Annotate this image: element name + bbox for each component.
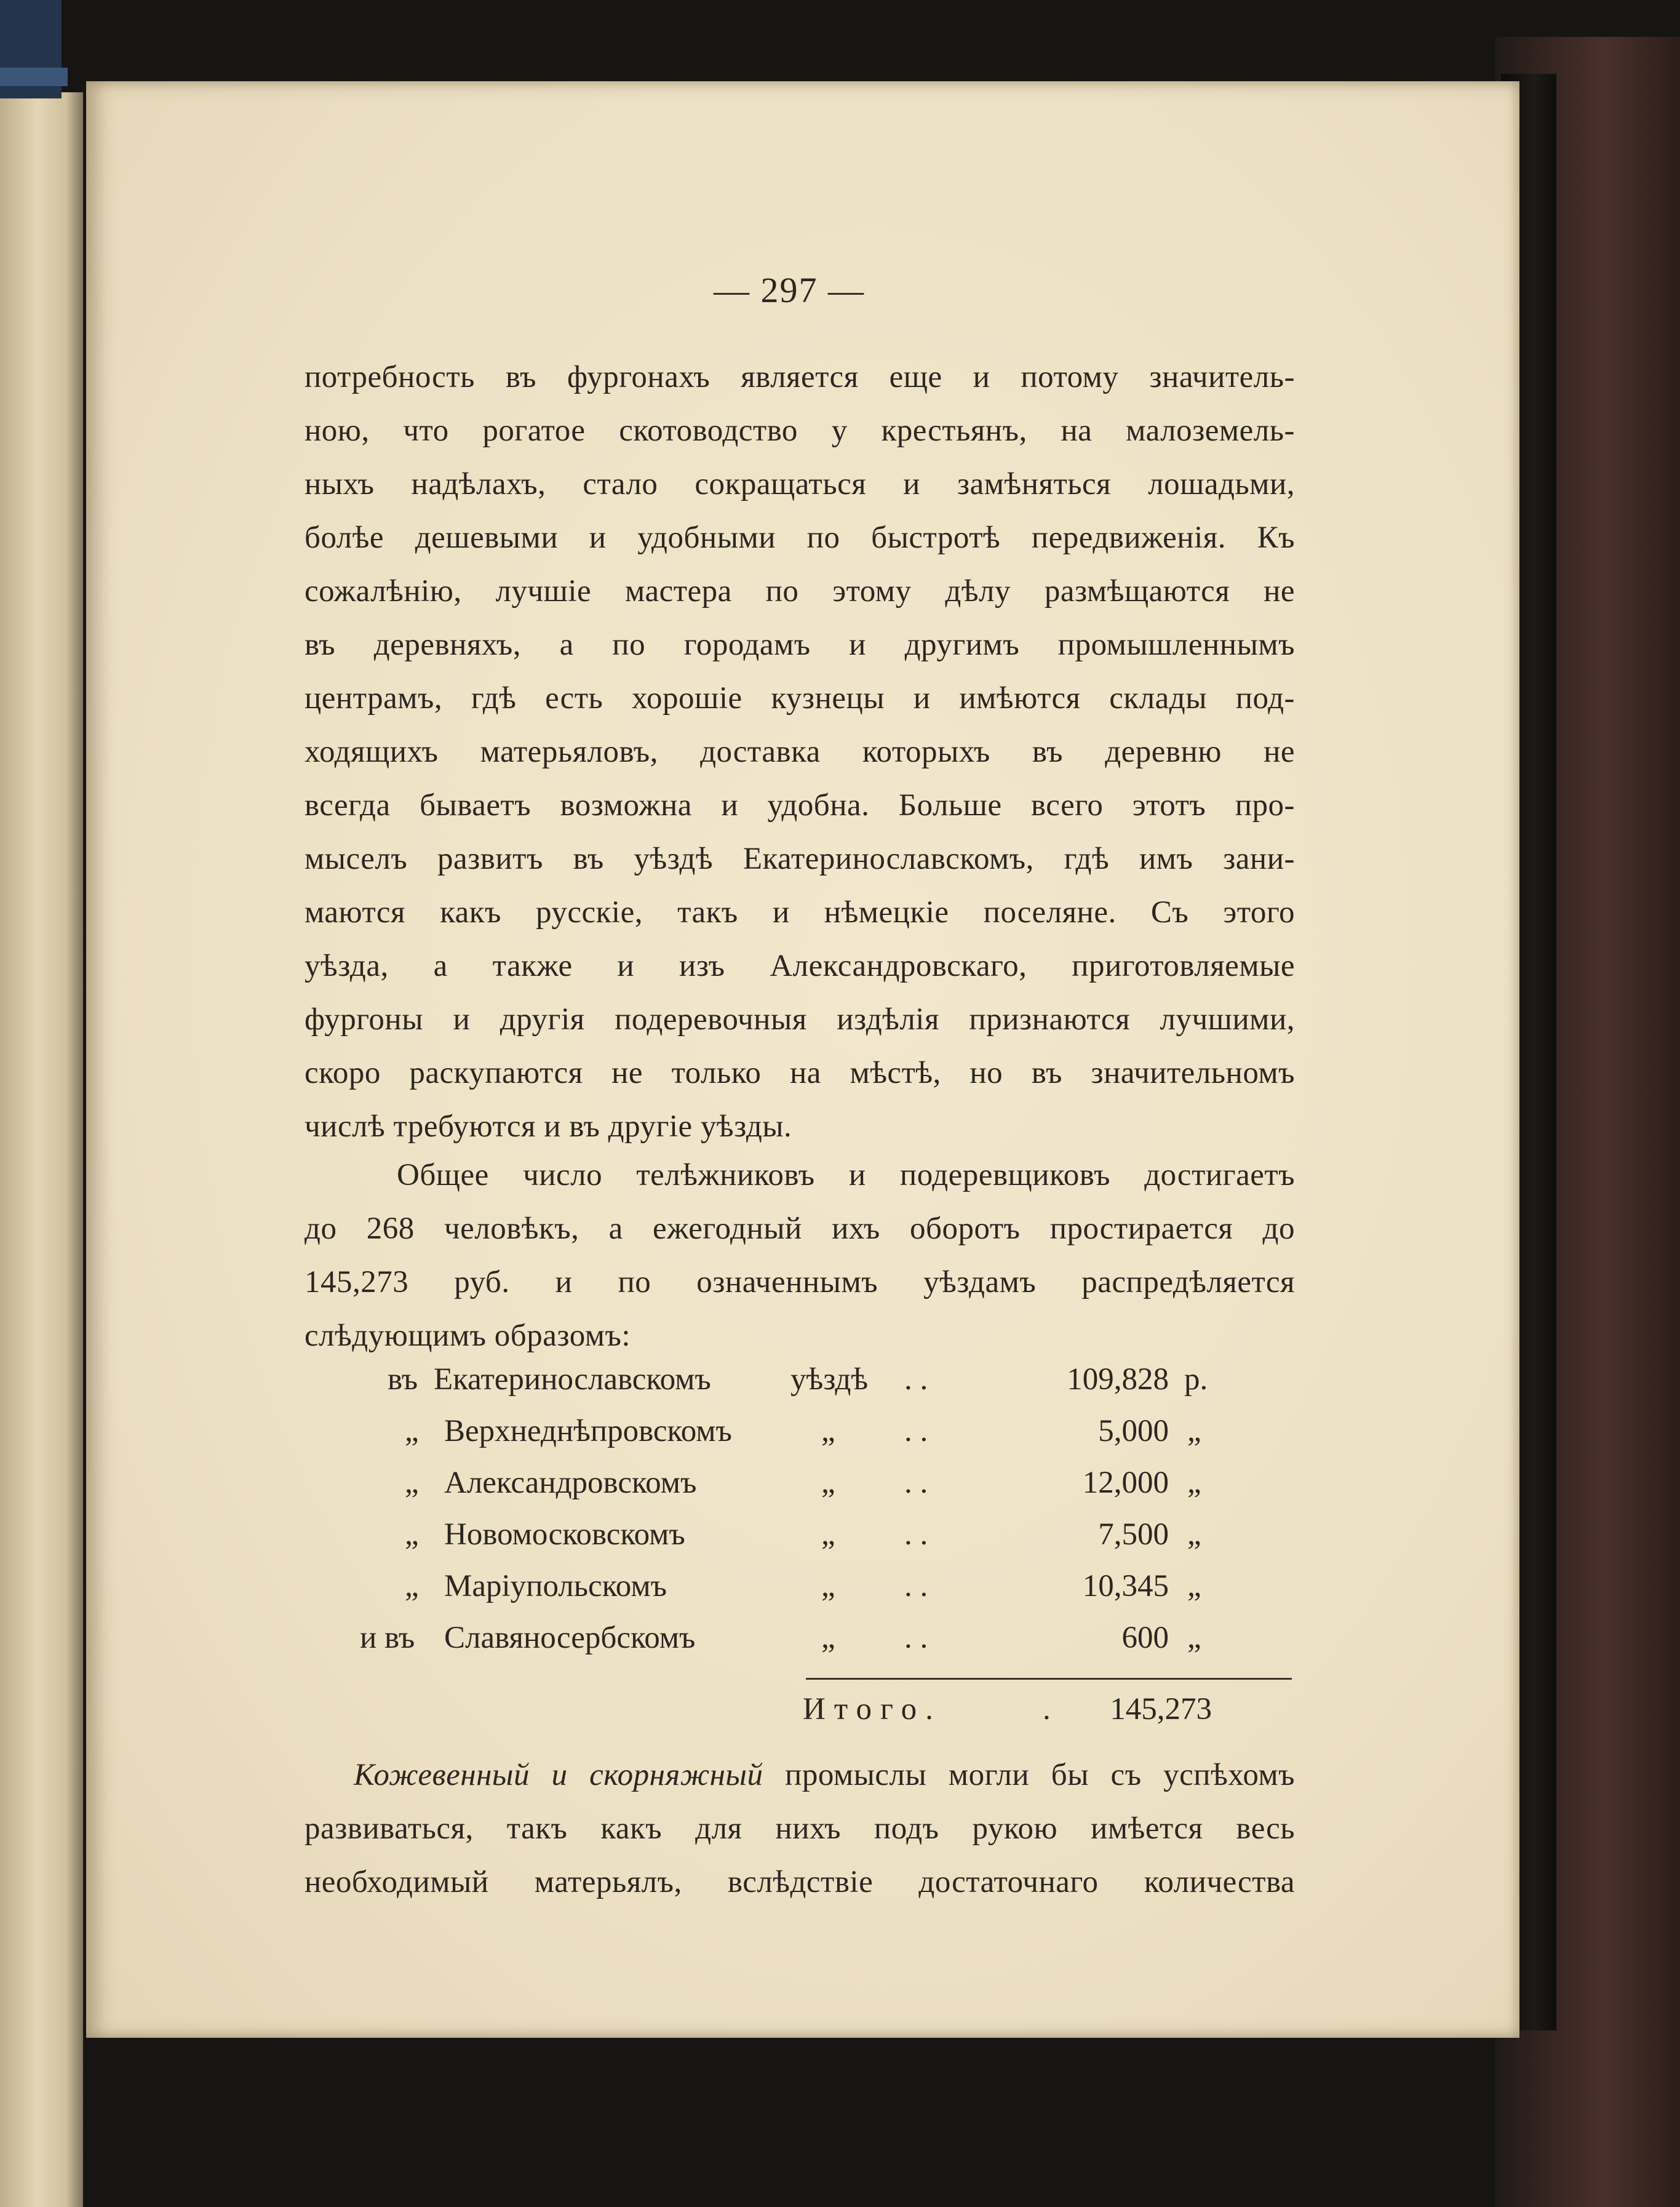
row-dots: . . <box>904 1569 928 1603</box>
total-amount: 145,273 <box>1110 1692 1212 1726</box>
district-name: Новомосковскомъ <box>444 1517 685 1552</box>
text-line: слѣдующимъ образомъ: <box>305 1319 631 1353</box>
text-line: центрамъ, гдѣ есть хорошіе кузнецы и имѣются склады под- <box>305 681 1295 716</box>
sum-rule <box>806 1678 1292 1680</box>
row-dots: . . <box>904 1362 928 1397</box>
text-line: необходимый матерьялъ, вслѣдствіе достаточнаго количества <box>305 1865 1295 1899</box>
row-word: уѣздѣ <box>790 1362 869 1397</box>
text-line: въ деревняхъ, а по городамъ и другимъ промышленнымъ <box>305 628 1295 662</box>
text-line <box>305 1757 1295 1794</box>
text-line: всегда бываетъ возможна и удобна. Больше всего этотъ про- <box>305 788 1295 823</box>
italic-lead: Кожевенный и скорняжный <box>354 1758 763 1792</box>
text-line: потребность въ фургонахъ является еще и потому значитель- <box>305 360 1295 394</box>
line-rest: промыслы могли бы съ успѣхомъ <box>763 1758 1295 1792</box>
total-label: Итого. <box>803 1692 942 1726</box>
row-unit: р. <box>1184 1362 1208 1397</box>
row-prefix: „ <box>405 1569 419 1603</box>
district-name: Александровскомъ <box>444 1466 697 1500</box>
row-amount: 109,828 <box>1067 1362 1169 1397</box>
text-line: Общее число телѣжниковъ и подеревщиковъ достигаетъ <box>397 1158 1295 1192</box>
row-prefix: въ <box>388 1362 418 1397</box>
row-dots: . . <box>904 1517 928 1552</box>
text-line: болѣе дешевыми и удобными по быстротѣ передвиженія. Къ <box>305 521 1295 555</box>
row-word: „ <box>821 1569 835 1603</box>
total-dot: . <box>1043 1692 1051 1726</box>
row-word: „ <box>821 1414 835 1448</box>
row-word: „ <box>821 1466 835 1500</box>
text-line: 145,273 руб. и по означеннымъ уѣздамъ распредѣляется <box>305 1265 1295 1299</box>
text-line: до 268 человѣкъ, а ежегодный ихъ оборотъ простирается до <box>305 1211 1295 1246</box>
row-amount: 5,000 <box>1098 1414 1169 1448</box>
row-prefix: „ <box>405 1414 419 1448</box>
row-dots: . . <box>904 1621 928 1655</box>
row-amount: 600 <box>1121 1621 1169 1655</box>
text-line: скоро раскупаются не только на мѣстѣ, но въ значительномъ <box>305 1056 1295 1090</box>
text-line: ною, что рогатое скотоводство у крестьянъ, на малоземель- <box>305 413 1295 448</box>
row-unit: „ <box>1187 1621 1201 1655</box>
page-number: — 297 — <box>714 270 865 310</box>
row-unit: „ <box>1187 1517 1201 1552</box>
row-word: „ <box>821 1621 835 1655</box>
district-name: Маріупольскомъ <box>444 1569 667 1603</box>
row-unit: „ <box>1187 1466 1201 1500</box>
text-line: ходящихъ матерьяловъ, доставка которыхъ въ деревню не <box>305 735 1295 769</box>
row-amount: 7,500 <box>1098 1517 1169 1552</box>
row-word: „ <box>821 1517 835 1552</box>
text-line: развиваться, такъ какъ для нихъ подъ рукою имѣется весь <box>305 1811 1295 1846</box>
district-name: Екатеринославскомъ <box>434 1362 711 1397</box>
row-amount: 12,000 <box>1082 1466 1169 1500</box>
row-prefix: „ <box>405 1517 419 1552</box>
left-page-edge <box>0 92 83 2207</box>
text-line: мыселъ развитъ въ уѣздѣ Екатеринославскомъ, гдѣ имъ зани- <box>305 842 1295 876</box>
binding-stripe <box>0 68 68 86</box>
text-line: фургоны и другія подеревочныя издѣлія признаются лучшими, <box>305 1002 1295 1037</box>
row-unit: „ <box>1187 1414 1201 1448</box>
row-unit: „ <box>1187 1569 1201 1603</box>
row-prefix: и въ <box>360 1621 415 1655</box>
row-amount: 10,345 <box>1082 1569 1169 1603</box>
text-line: ныхъ надѣлахъ, стало сокращаться и замѣняться лошадьми, <box>305 467 1295 501</box>
text-line: сожалѣнію, лучшіе мастера по этому дѣлу размѣщаются не <box>305 574 1295 609</box>
district-name: Верхнеднѣпровскомъ <box>444 1414 732 1448</box>
row-dots: . . <box>904 1466 928 1500</box>
text-line: маются какъ русскіе, такъ и нѣмецкіе поселяне. Съ этого <box>305 895 1295 930</box>
district-name: Славяносербскомъ <box>444 1621 696 1655</box>
text-line: числѣ требуются и въ другіе уѣзды. <box>305 1109 792 1144</box>
text-line: уѣзда, а также и изъ Александровскаго, приготовляемые <box>305 949 1295 983</box>
row-prefix: „ <box>405 1466 419 1500</box>
row-dots: . . <box>904 1414 928 1448</box>
